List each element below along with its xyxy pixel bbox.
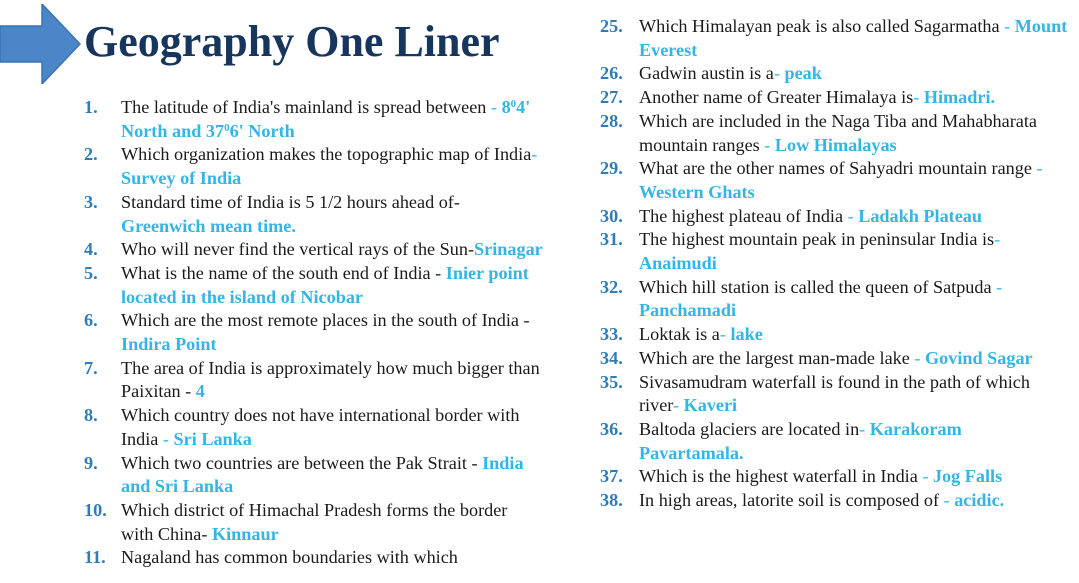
question-text: Sivasamudram waterfall is found in the path of which river (639, 371, 1030, 416)
list-item (84, 262, 544, 309)
right-arrow-icon (0, 4, 82, 84)
question-text: Which organization makes the topographic map of India (121, 144, 532, 165)
list-item (600, 347, 1070, 371)
answer-text: Panchamadi (639, 300, 737, 321)
degree-superscript: 0 (510, 98, 517, 110)
list-item (600, 110, 1070, 157)
list-item (600, 489, 1070, 513)
question-text: Another name of Greater Himalaya is (639, 87, 914, 108)
answer-dash: - (943, 490, 955, 511)
item-number: 30. (600, 205, 623, 226)
item-number: 9. (84, 452, 98, 473)
item-number: 35. (600, 371, 623, 392)
item-number: 37. (600, 466, 623, 487)
answer-text: lake (730, 324, 763, 345)
answer-dash: - (773, 63, 785, 84)
list-item (600, 205, 1070, 229)
answer-dash: - (996, 276, 1003, 297)
list-item (600, 465, 1070, 489)
answer-dash: - (162, 428, 174, 449)
item-number: 36. (600, 418, 623, 439)
answer-dash: - (719, 324, 731, 345)
answer-dash: - (1036, 158, 1043, 179)
item-number: 3. (84, 191, 98, 212)
item-number: 7. (84, 357, 98, 378)
item-number: 10. (84, 499, 107, 520)
answer-text: Indira Point (121, 334, 217, 355)
question-text: Which are the most remote places in the south of India - (121, 310, 530, 331)
answer-text: peak (784, 63, 822, 84)
question-text: Standard time of India is 5 1/2 hours ahead of- (121, 191, 460, 212)
list-item (600, 276, 1070, 323)
question-text: Which hill station is called the queen of Satpuda (639, 276, 997, 297)
answer-text: Jog Falls (932, 466, 1003, 487)
answer-text: Anaimudi (639, 253, 717, 274)
list-item (600, 15, 1070, 62)
item-number: 2. (84, 144, 98, 165)
question-text: Nagaland has common boundaries with which (121, 547, 458, 568)
answer-dash: - (922, 466, 933, 487)
list-item (600, 228, 1070, 275)
question-text: The highest mountain peak in peninsular India is (639, 229, 995, 250)
item-number: 6. (84, 310, 98, 331)
answer-dash: - (847, 205, 859, 226)
list-item (84, 143, 544, 190)
list-item (84, 96, 544, 143)
item-number: 28. (600, 110, 623, 131)
item-number: 5. (84, 262, 98, 283)
answer-text: Karakoram Pavartamala. (639, 418, 962, 463)
question-text: Which are the largest man-made lake (639, 347, 915, 368)
answer-part: 4' North and 37 (121, 97, 531, 141)
question-text: Which Himalayan peak is also called Sagarmatha (639, 16, 1005, 36)
question-text: What are the other names of Sahyadri mountain range (639, 158, 1037, 179)
page-title: Geography One Liner (84, 17, 500, 66)
item-number: 8. (84, 405, 98, 426)
answer-text: India and Sri Lanka (121, 452, 524, 497)
item-number: 27. (600, 87, 623, 108)
question-text: Which two countries are between the Pak Strait - (121, 452, 483, 473)
answer-part: 8 (501, 97, 511, 117)
question-text: Gadwin austin is a (639, 63, 774, 84)
answer-text: Himadri. (923, 87, 996, 108)
item-number: 32. (600, 276, 623, 297)
question-text: Which district of Himachal Pradesh forms the border with China- (121, 499, 508, 544)
answer-text: Low Himalayas (774, 134, 897, 155)
list-item (84, 452, 544, 499)
answer-dash: - (859, 418, 870, 439)
answer-text: Greenwich mean time. (121, 215, 296, 236)
answer-part: 6' North (229, 120, 295, 141)
question-text: Loktak is a (639, 324, 720, 345)
answer-text: 4 (195, 381, 205, 402)
list-item (84, 546, 544, 570)
item-number: 25. (600, 16, 623, 36)
list-item (600, 62, 1070, 86)
answer-text: Srinagar (474, 239, 543, 260)
list-item (84, 191, 544, 238)
answer-dash: - (994, 229, 1001, 250)
answer-text: Mount Everest (639, 16, 1068, 60)
answer-dash: - (1004, 16, 1015, 36)
list-item (84, 238, 544, 262)
list-item (84, 404, 544, 451)
item-number: 11. (84, 547, 106, 568)
item-number: 38. (600, 490, 623, 511)
list-item (600, 86, 1070, 110)
degree-superscript: 0 (224, 121, 230, 134)
answer-text: Govind Sagar (925, 347, 1033, 368)
answer-text: Kaveri (683, 395, 738, 416)
question-text: Which is the highest waterfall in India (639, 466, 923, 487)
question-text: Which are included in the Naga Tiba and Mahabharata mountain ranges (639, 110, 1037, 155)
answer-text: Sri Lanka (173, 428, 252, 449)
list-item (600, 323, 1070, 347)
answer-dash: - (913, 87, 924, 108)
item-number: 4. (84, 239, 98, 260)
answer-text: Ladakh Plateau (858, 205, 983, 226)
question-text: Who will never find the vertical rays of the Sun- (121, 239, 475, 260)
question-list-left (84, 96, 544, 570)
answer-dash: - (764, 134, 775, 155)
item-number: 1. (84, 97, 98, 117)
list-item (84, 357, 544, 404)
list-item (84, 499, 544, 546)
answer-text: Survey of India (121, 168, 242, 189)
question-text: What is the name of the south end of India - (121, 262, 446, 283)
item-number: 33. (600, 324, 623, 345)
question-text: Baltoda glaciers are located in (639, 418, 860, 439)
item-number: 29. (600, 158, 623, 179)
answer-dash: - (531, 144, 538, 165)
answer-dash: - (672, 395, 684, 416)
list-item (600, 371, 1070, 418)
item-number: 26. (600, 63, 623, 84)
answer-text: Inier point located in the island of Nicobar (121, 262, 529, 307)
answer-text: Kinnaur (211, 523, 279, 544)
list-item (600, 157, 1070, 204)
question-text: Which country does not have international border with India (121, 405, 520, 449)
answer-text: acidic. (954, 490, 1005, 511)
question-text: The area of India is approximately how much bigger than Paixitan - (121, 357, 540, 402)
item-number: 34. (600, 347, 623, 368)
list-item (600, 418, 1070, 465)
question-text: The latitude of India's mainland is spread between (121, 97, 491, 117)
answer-dash: - (490, 97, 502, 117)
question-list-right (600, 15, 1070, 513)
question-text: The highest plateau of India (639, 205, 848, 226)
answer-dash: - (914, 347, 925, 368)
list-item (84, 309, 544, 356)
item-number: 31. (600, 229, 623, 250)
question-text: In high areas, latorite soil is composed of (639, 490, 944, 511)
answer-text: Western Ghats (639, 181, 755, 202)
